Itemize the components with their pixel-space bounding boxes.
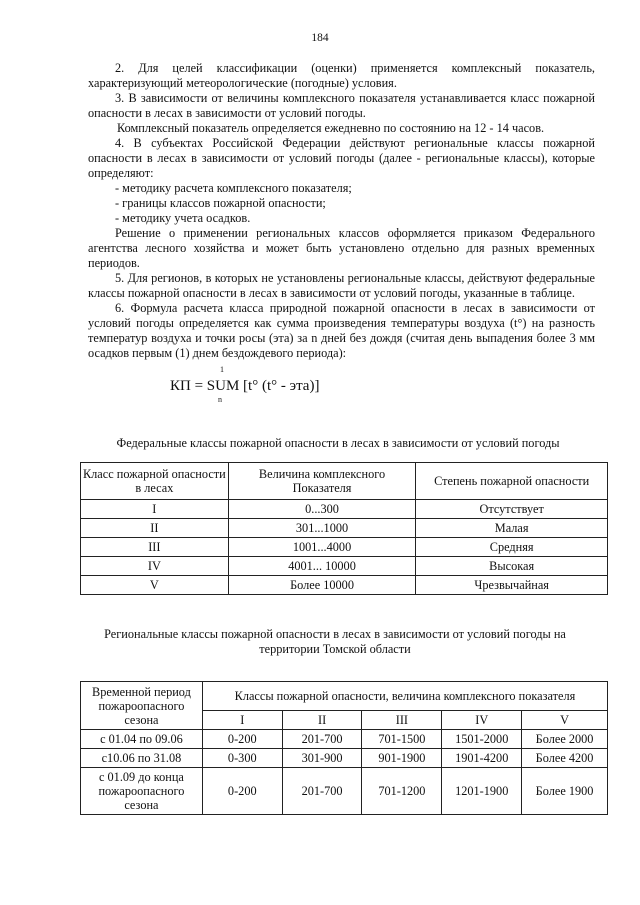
- table2-caption: Региональные классы пожарной опасности в лесах в зависимости от условий погоды на территории Томской области: [104, 627, 566, 656]
- header-period: Временной период пожароопасного сезона: [81, 682, 203, 730]
- table-cell: 201-700: [282, 730, 362, 749]
- table-cell: IV: [81, 557, 229, 576]
- table1-caption: Федеральные классы пожарной опасности в лесах в зависимости от условий погоды: [116, 436, 560, 450]
- table-row: [81, 730, 608, 749]
- table-cell: с 01.04 по 09.06: [81, 730, 203, 749]
- header-class-iii: III: [362, 711, 442, 730]
- table-cell: I: [81, 500, 229, 519]
- formula-expression: КП = SUM [t° (t° - эта)]: [170, 378, 320, 394]
- table-cell: 201-700: [282, 768, 362, 815]
- formula-lower-limit: n: [218, 395, 222, 404]
- table-row: [81, 749, 608, 768]
- table-cell: 1901-4200: [442, 749, 522, 768]
- header-classes: Классы пожарной опасности, величина комплексного показателя: [202, 682, 607, 711]
- table-header-row: [81, 682, 608, 711]
- table-header-row: [81, 463, 608, 500]
- document-body: [88, 61, 595, 405]
- federal-classes-table: [80, 462, 608, 595]
- header-class: Класс пожарной опасности в лесах: [81, 463, 229, 500]
- header-danger-level: Степень пожарной опасности: [416, 463, 608, 500]
- paragraph-2: 2. Для целей классификации (оценки) применяется комплексный показатель, характеризующий метеорологические (погодные) условия.: [88, 61, 595, 90]
- list-item: - методику расчета комплексного показателя;: [115, 181, 352, 195]
- list-item: - методику учета осадков.: [115, 211, 251, 225]
- table-cell: Малая: [416, 519, 608, 538]
- table-cell: Средняя: [416, 538, 608, 557]
- header-class-ii: II: [282, 711, 362, 730]
- formula: [88, 365, 595, 405]
- table-cell: 0-200: [202, 730, 282, 749]
- regional-classes-table: [80, 681, 608, 815]
- table-cell: с10.06 по 31.08: [81, 749, 203, 768]
- table-cell: Более 1900: [522, 768, 608, 815]
- table-row: [81, 538, 608, 557]
- page-number: 184: [311, 32, 329, 44]
- paragraph-4: 4. В субъектах Российской Федерации действуют региональные классы пожарной опасности в лесах в зависимости от условий погоды (далее - региональные классы), которые определяют:: [88, 136, 595, 180]
- table-cell: Высокая: [416, 557, 608, 576]
- table-cell: III: [81, 538, 229, 557]
- table-row: [81, 557, 608, 576]
- paragraph-5: 5. Для регионов, в которых не установлены региональные классы, действуют федеральные классы пожарной опасности в лесах в зависимости от условий погоды, указанные в таблице.: [88, 271, 595, 300]
- formula-upper-limit: 1: [220, 365, 224, 374]
- paragraph-3: 3. В зависимости от величины комплексного показателя устанавливается класс пожарной опасности в лесах в зависимости от условий погоды.: [88, 91, 595, 120]
- header-indicator: Величина комплексного Показателя: [228, 463, 416, 500]
- table-cell: Чрезвычайная: [416, 576, 608, 595]
- table-cell: 701-1500: [362, 730, 442, 749]
- table-cell: II: [81, 519, 229, 538]
- paragraph-6: 6. Формула расчета класса природной пожарной опасности в лесах в зависимости от условий погоды определяется как сумма произведения температуры воздуха (t°) на разность температур воздуха и точки росы (эта) за n дней без дождя (считая день выпадения более 3 мм осадков первым (1) днем бездождевого периода):: [88, 301, 595, 360]
- table-cell: Более 4200: [522, 749, 608, 768]
- table-cell: 0...300: [228, 500, 416, 519]
- table-row: [81, 576, 608, 595]
- header-class-iv: IV: [442, 711, 522, 730]
- header-class-v: V: [522, 711, 608, 730]
- table-cell: 901-1900: [362, 749, 442, 768]
- table-cell: 0-200: [202, 768, 282, 815]
- table-cell: 0-300: [202, 749, 282, 768]
- list-item: - границы классов пожарной опасности;: [115, 196, 326, 210]
- table-row: [81, 500, 608, 519]
- table-cell: 4001... 10000: [228, 557, 416, 576]
- table-cell: 1501-2000: [442, 730, 522, 749]
- table-cell: V: [81, 576, 229, 595]
- paragraph-indicator-time: Комплексный показатель определяется ежедневно по состоянию на 12 - 14 часов.: [117, 121, 545, 135]
- table-cell: 301...1000: [228, 519, 416, 538]
- table-cell: 301-900: [282, 749, 362, 768]
- table-cell: Более 10000: [228, 576, 416, 595]
- table-cell: 1001...4000: [228, 538, 416, 557]
- table-cell: 1201-1900: [442, 768, 522, 815]
- header-class-i: I: [202, 711, 282, 730]
- table-cell: с 01.09 до конца пожароопасного сезона: [81, 768, 203, 815]
- table-row: [81, 519, 608, 538]
- table-row: [81, 768, 608, 815]
- table-cell: Более 2000: [522, 730, 608, 749]
- table-cell: 701-1200: [362, 768, 442, 815]
- paragraph-regional-decision: Решение о применении региональных классов оформляется приказом Федерального агентства лесного хозяйства и может быть установлено отдельно для разных временных периодов.: [88, 226, 595, 270]
- table-cell: Отсутствует: [416, 500, 608, 519]
